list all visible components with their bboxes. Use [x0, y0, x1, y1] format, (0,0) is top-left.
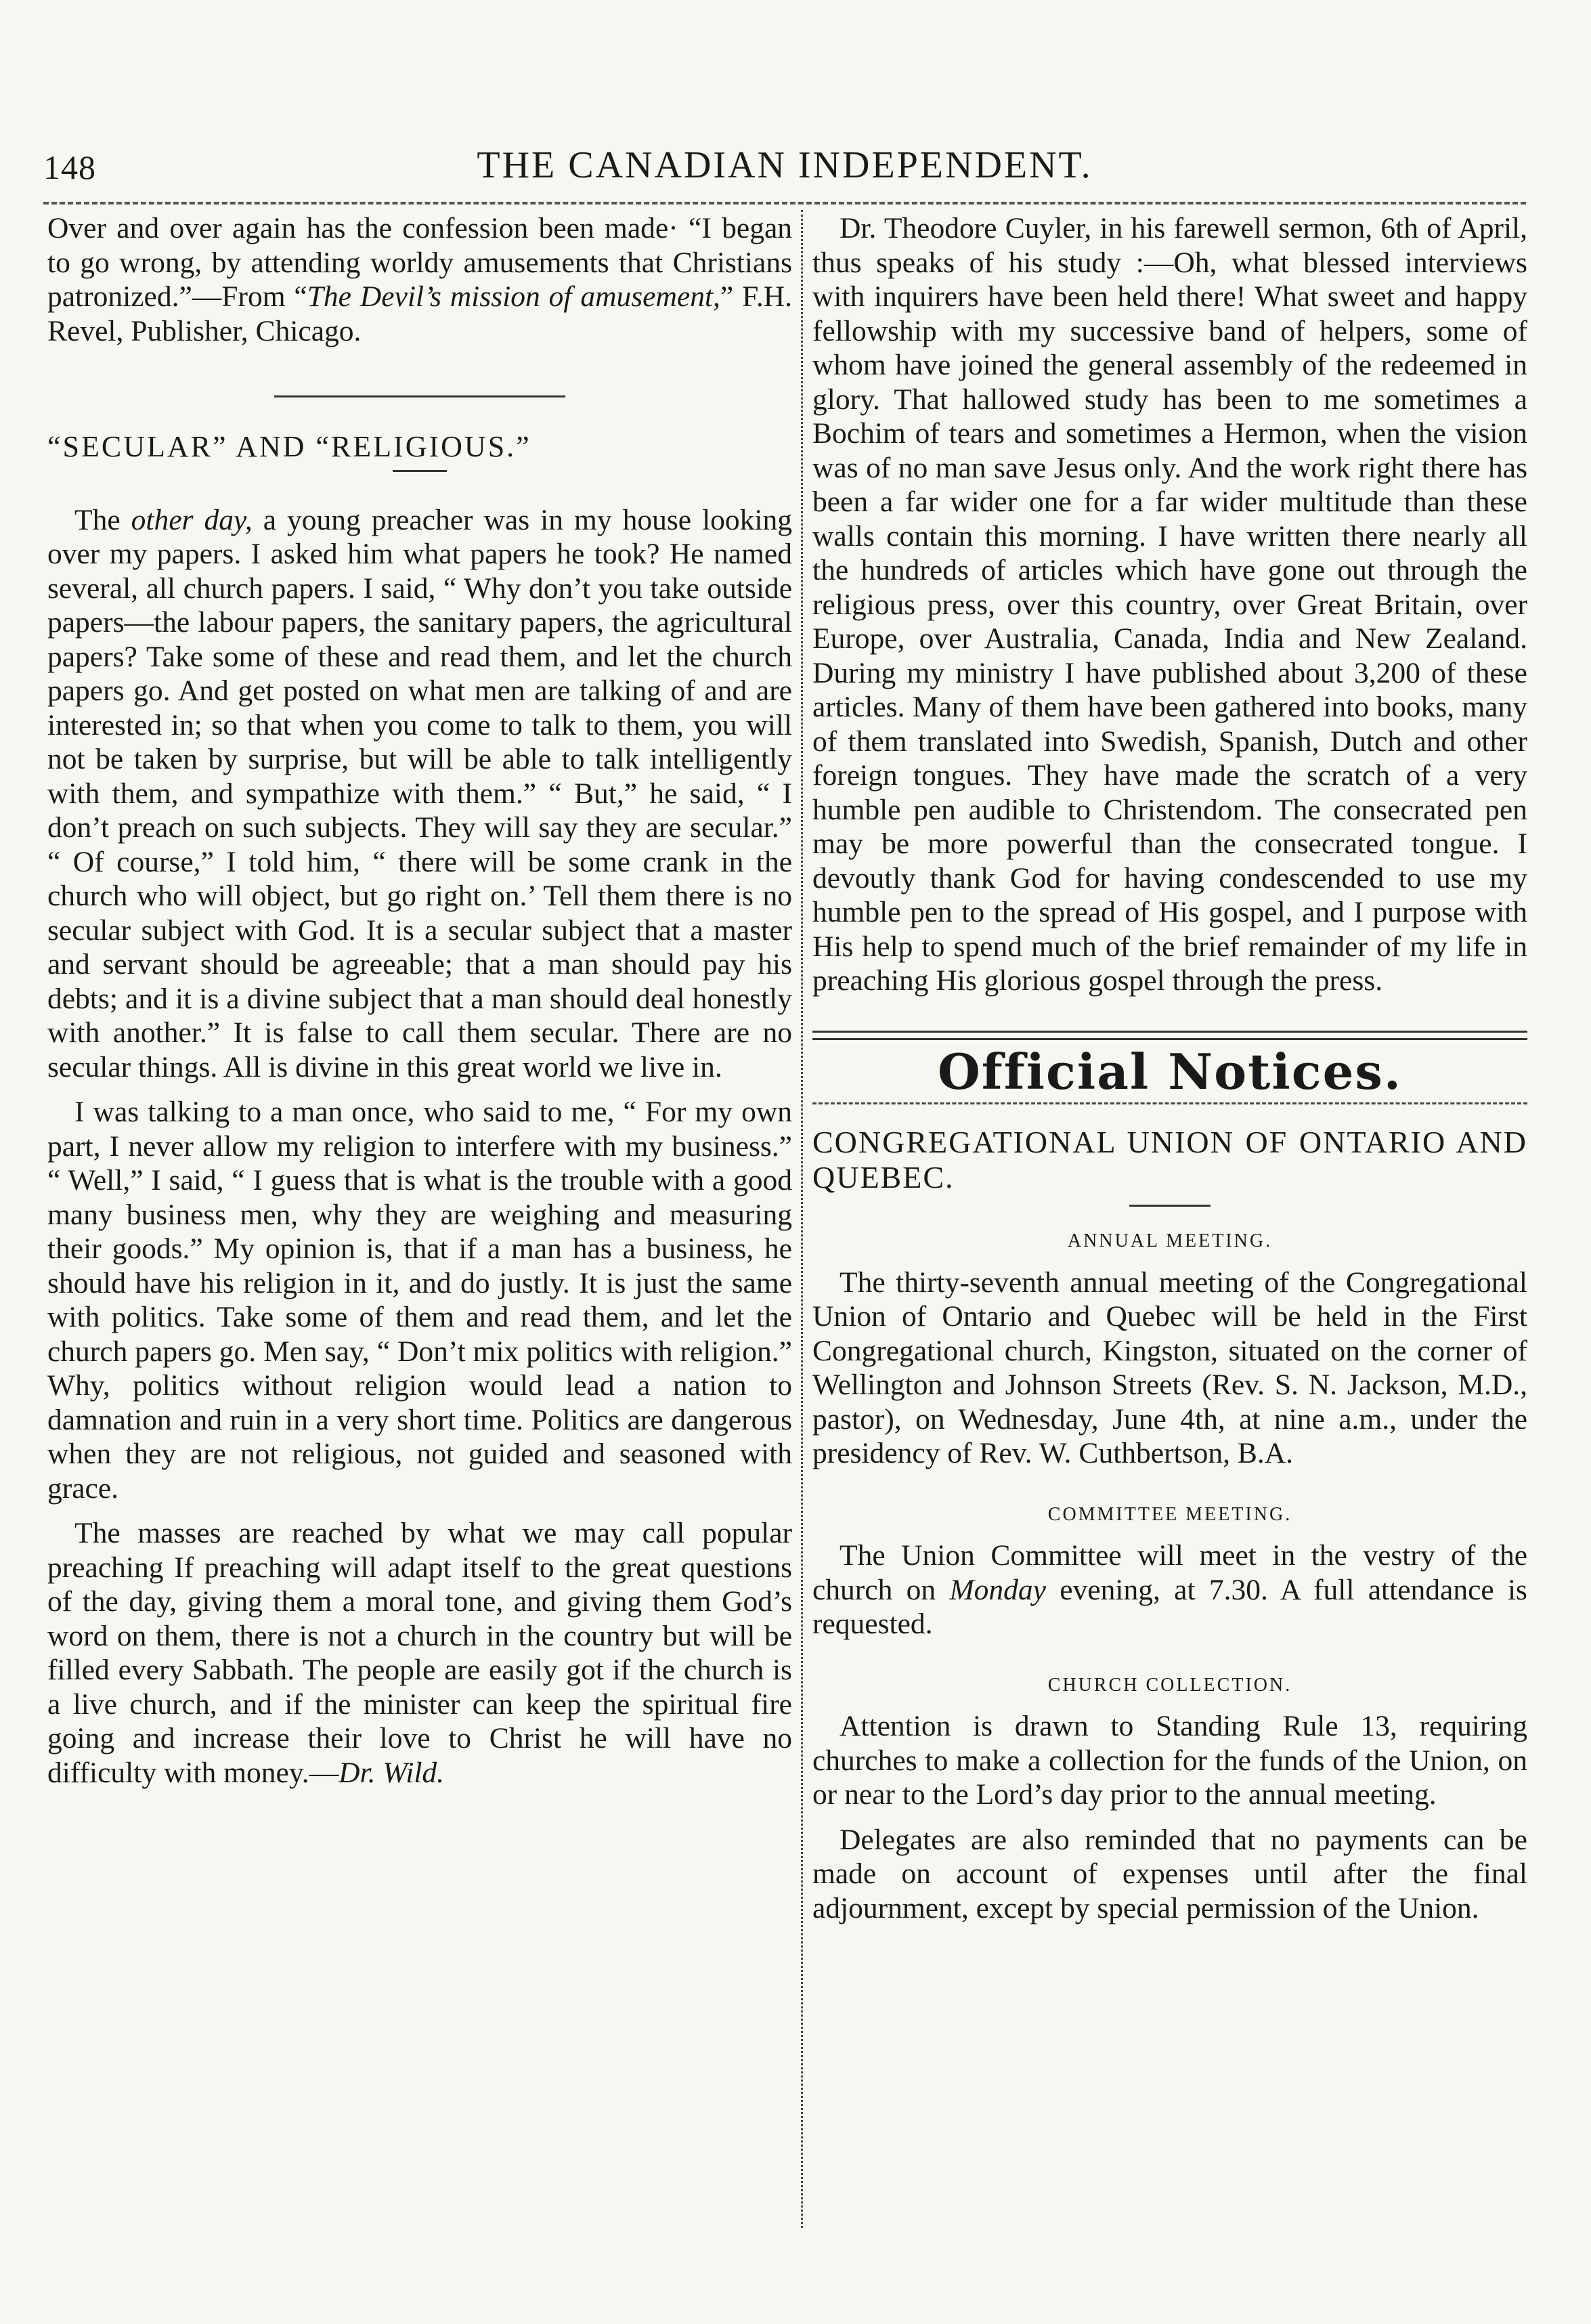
committee-meeting-text [812, 1538, 1527, 1641]
committee-day: Monday [949, 1573, 1046, 1606]
annual-meeting-text: The thirty-seventh annual meeting of the Congregational Union of Ontario and Quebec will be held in the First Congregational church, Kingston, situated on the corner of Wellington and Johnson Streets (Rev. S. N. Jackson, M.D., pastor), on Wednesday, June 4th, at nine a.m., under the presidency of Rev. W. Cuthbertson, B.A. [812, 1266, 1527, 1469]
title-rule [393, 470, 447, 472]
delegates-text: Delegates are also reminded that no payments can be made on account of expenses until after the final adjournment, except by special permission of the Union. [812, 1823, 1527, 1924]
header-rule [43, 202, 1526, 205]
annual-meeting-heading: ANNUAL MEETING. [1067, 1230, 1273, 1251]
p1-text: a young preacher was in my house looking over my papers. I asked him what papers he took? He named several, all church papers. I said, “ Why don’t you take outside papers—the labour papers, the sanitary papers, the agricultural papers? Take some of these and read them, and let the church papers go. And get posted on what men are talking of and are interested in; so that when you come to talk to them, you will not be taken by surprise, but will be able to talk intelligently with them, and sympathize with them.” “ But,” he said, “ I don’t preach on such subjects. They will say they are secular.” “ Of course,” I told him, “ there will be some crank in the church who will object, but go right on.’ Tell them there is no secular subject with God. It is a secular subject that a master and servant should be agreeable; that a man should pay his debts; and it is a divine subject that a man should deal honestly with another.” It is false to call them secular. There are no secular things. All is divine in this great world we live in. [47, 503, 792, 1083]
notices-heading: Official Notices. [938, 1042, 1402, 1100]
column-divider [801, 210, 803, 2228]
intro-publisher: ” F.H. Revel, Publisher, Chicago. [47, 280, 792, 347]
union-section-title: CONGREGATIONAL UNION OF ONTARIO AND QUEBEC. [812, 1125, 1527, 1195]
committee-time: evening, at 7.30. A full attendance is requested. [812, 1573, 1527, 1640]
running-head [43, 141, 1526, 202]
cuyler-paragraph: Dr. Theodore Cuyler, in his farewell sermon, 6th of April, thus speaks of his study :—Oh, what blessed interviews with inquirers have been held there! What sweet and happy fellowship with my successive band of helpers, some of whom have joined the general assembly of the redeemed in glory. That hallowed study has been to me sometimes a Bochim of tears and sometimes a Hermon, when the vision was of no man save Jesus only. And the work right there has been a far wider one for a far wider multitude than these walls contain this morning. I have written there nearly all the hundreds of articles which have gone out through the religious press, over this country, over Great Britain, over Europe, over Australia, Canada, India and New Zealand. During my ministry I have published about 3,200 of these articles. Many of them have been gathered into books, many of them translated into Swedish, Spanish, Dutch and other foreign tongues. They have made the scratch of a very humble pen audible to Christendom. The consecrated pen may be more powerful than the consecrated tongue. I devoutly thank God for having condescended to use my humble pen to the spread of His gospel, and I purpose with His help to spend much of the brief remainder of my life in preaching His glorious gospel through the press. [812, 212, 1527, 997]
intro-book-title: The Devil’s mission of amusement, [307, 280, 720, 313]
church-collection-text: Attention is drawn to Standing Rule 13, requiring churches to make a collection for the funds of the Union, on or near to the Lord’s day prior to the annual meeting. [812, 1710, 1527, 1811]
article-paragraph-3 [47, 1516, 792, 1790]
p3-text: The masses are reached by what we may call popular preaching If preaching will adapt itself to the great questions of the day, giving them a moral tone, and giving them God’s word on them, there is not a church in the country but will be filled every Sabbath. The people are easily got if the church is a live church, and if the minister can keep the spiritual fire going and increase their love to Christ he will have no difficulty with money.— [47, 1517, 792, 1789]
union-title-rule [1129, 1205, 1211, 1207]
intro-text: Over and over again has the confession been made· “I began to go wrong, by attending worldy amusements that Christians patronized.”—From “ [47, 212, 792, 313]
committee-text: The Union Committee will meet in the vestry of the church on [812, 1539, 1527, 1606]
right-column [812, 211, 1527, 1925]
intro-paragraph [47, 211, 792, 348]
p1-lead: The [74, 503, 131, 536]
page-number: 148 [43, 148, 96, 186]
committee-meeting-heading: COMMITTEE MEETING. [1047, 1503, 1292, 1525]
notices-top-rule [812, 1031, 1527, 1040]
section-separator [274, 395, 565, 397]
p1-italic: other day, [131, 503, 253, 536]
church-collection-heading: CHURCH COLLECTION. [1047, 1674, 1292, 1696]
article-paragraph-1 [47, 503, 792, 1085]
notices-bottom-rule [812, 1102, 1527, 1104]
left-column [47, 211, 792, 1790]
journal-title: THE CANADIAN INDEPENDENT. [477, 144, 1093, 186]
article-title: “SECULAR” AND “RELIGIOUS.” [47, 430, 531, 463]
article-paragraph-2: I was talking to a man once, who said to me, “ For my own part, I never allow my religion to interfere with my business.” “ Well,” I said, “ I guess that is what is the trouble with a good many business men, why they are weighing and measuring their goods.” My opinion is, that if a man has a business, he should have his religion in it, and do justly. It is just the same with politics. Take some of them and read them, and let the church papers go. Men say, “ Don’t mix politics with religion.” Why, politics without religion would lead a nation to damnation and ruin in a very short time. Politics are dangerous when they are not religious, not guided and seasoned with grace. [47, 1096, 792, 1505]
article-signature: Dr. Wild. [339, 1756, 445, 1789]
